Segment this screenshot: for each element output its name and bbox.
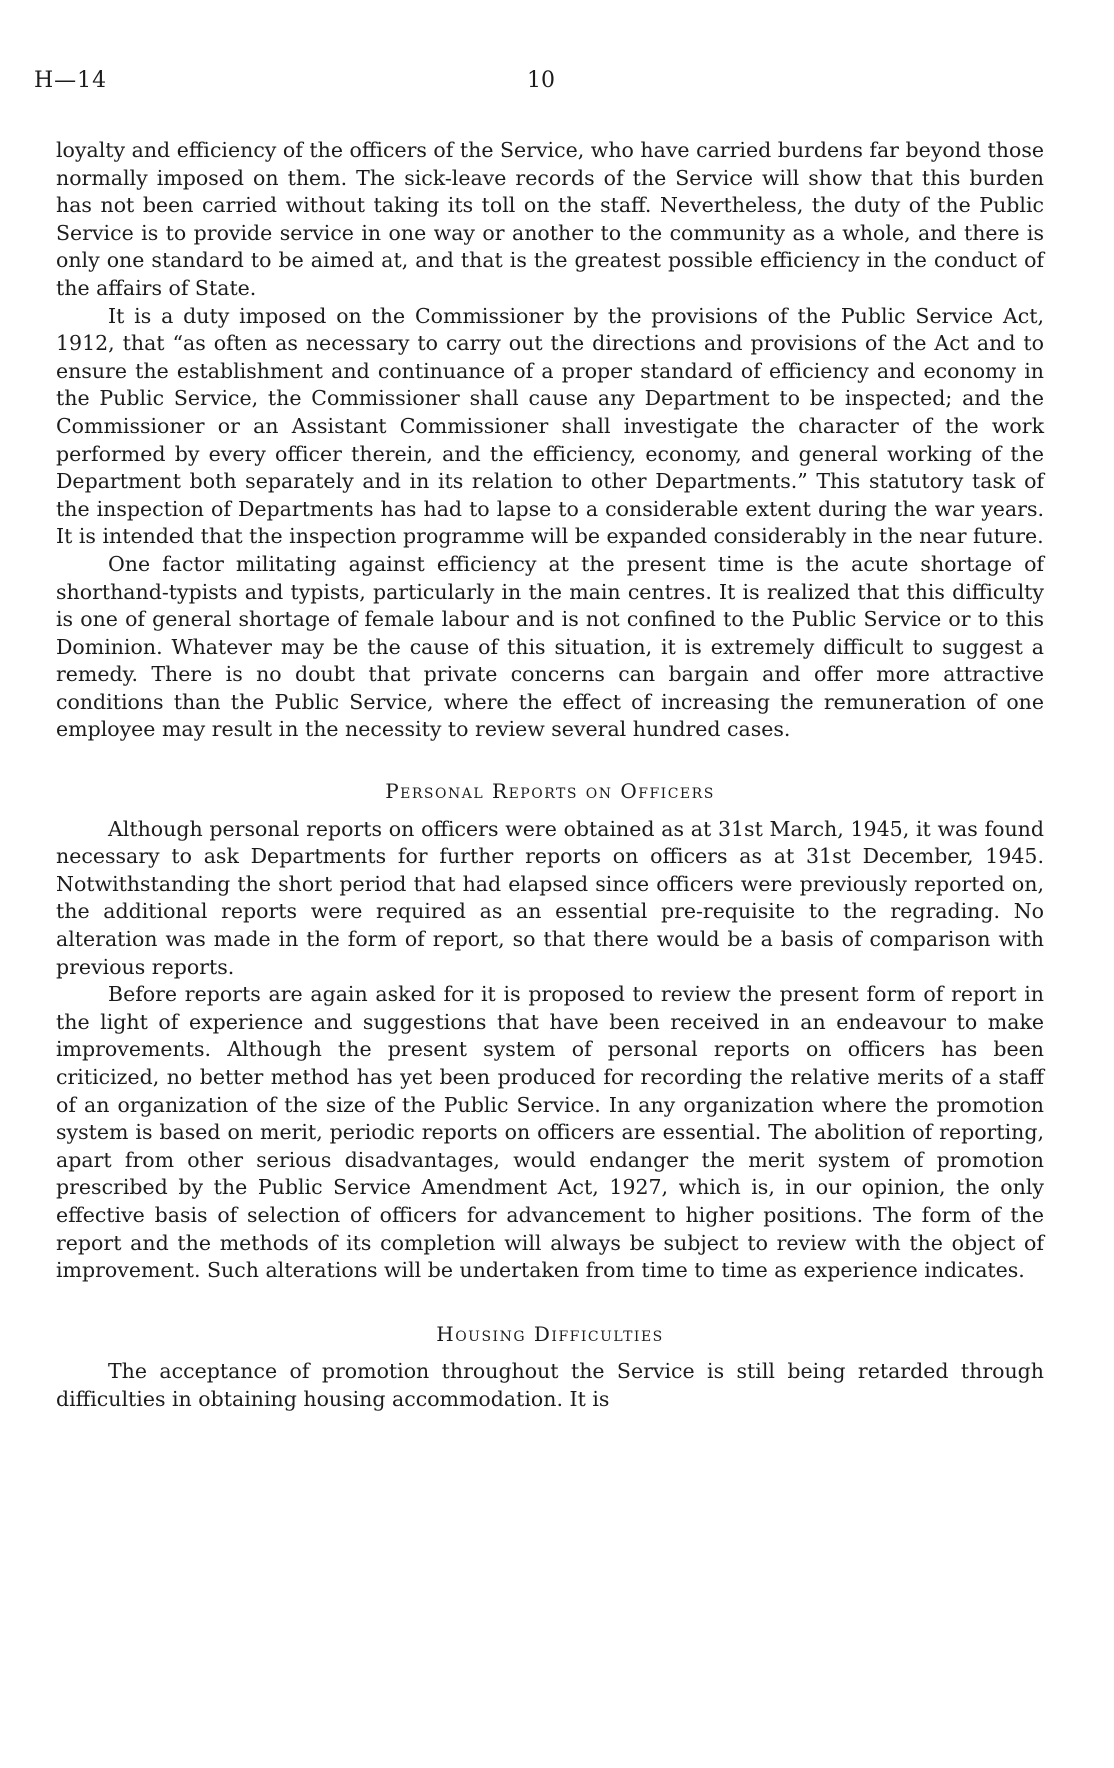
section-heading-housing: Housing Difficulties <box>436 1321 664 1346</box>
page-reference: H—14 <box>34 68 108 93</box>
paragraph-loyalty-efficiency: loyalty and efficiency of the officers of the Service, who have carried burdens far beyond those normally imposed on them. The sick-leave records of the Service will show that this burden has not been carried without taking its toll on the staff. Nevertheless, the duty of the Public Service is to provide service in one way or another to the community as a whole, and there is only one standard to be aimed at, and that is the greatest possible efficiency in the conduct of the affairs of State. <box>56 138 1044 300</box>
paragraph-inspection-duty: It is a duty imposed on the Commissioner by the provisions of the Public Service Act, 1912, that “as often as necessary to carry out the directions and provisions of the Act and to ensure the establishment and continuance of a proper standard of efficiency and economy in the Public Service, the Commissioner shall cause any Department to be inspected; and the Commissioner or an Assistant Commissioner shall investigate the character of the work performed by every officer therein, and the efficiency, economy, and general working of the Department both separately and in its relation to other Departments.” This statutory task of the inspection of Departments has had to lapse to a considerable extent during the war years. It is intended that the inspection programme will be expanded considerably in the near future. <box>56 303 1044 549</box>
page-number: 10 <box>527 68 555 93</box>
paragraph-typist-shortage: One factor militating against efficiency at the present time is the acute shortage of shorthand-typists and typists, particularly in the main centres. It is realized that this difficulty is one of general shortage of female labour and is not confined to the Public Service or to this Dominion. Whatever may be the cause of this situation, it is extremely difficult to suggest a remedy. There is no doubt that private concerns can bargain and offer more attractive conditions than the Public Service, where the effect of increasing the remuneration of one employee may result in the necessity to review several hundred cases. <box>56 551 1044 742</box>
page-body <box>56 137 1044 1414</box>
paragraph-review-report-form: Before reports are again asked for it is proposed to review the present form of report in the light of experience and suggestions that have been received in an endeavour to make improvements. Although the present system of personal reports on officers has been criticized, no better method has yet been produced for recording the relative merits of a staff of an organization of the size of the Public Service. In any organization where the promotion system is based on merit, periodic reports on officers are essential. The abolition of reporting, apart from other serious disadvantages, would endanger the merit system of promotion prescribed by the Public Service Amendment Act, 1927, which is, in our opinion, the only effective basis of selection of officers for advancement to higher positions. The form of the report and the methods of its completion will always be subject to review with the object of improvement. Such alterations will be undertaken from time to time as experience indicates. <box>56 982 1044 1283</box>
paragraph-housing-acceptance: The acceptance of promotion throughout the Service is still being retarded through difficulties in obtaining housing accommodation. It is <box>56 1359 1044 1411</box>
section-heading-personal-reports: Personal Reports on Officers <box>385 779 715 804</box>
page-header <box>0 68 1114 98</box>
paragraph-personal-reports-obtained: Although personal reports on officers were obtained as at 31st March, 1945, it was found necessary to ask Departments for further reports on officers as at 31st December, 1945. Notwithstanding the short period that had elapsed since officers were previously reported on, the additional reports were required as an essential pre-requisite to the regrading. No alteration was made in the form of report, so that there would be a basis of comparison with previous reports. <box>56 816 1044 979</box>
